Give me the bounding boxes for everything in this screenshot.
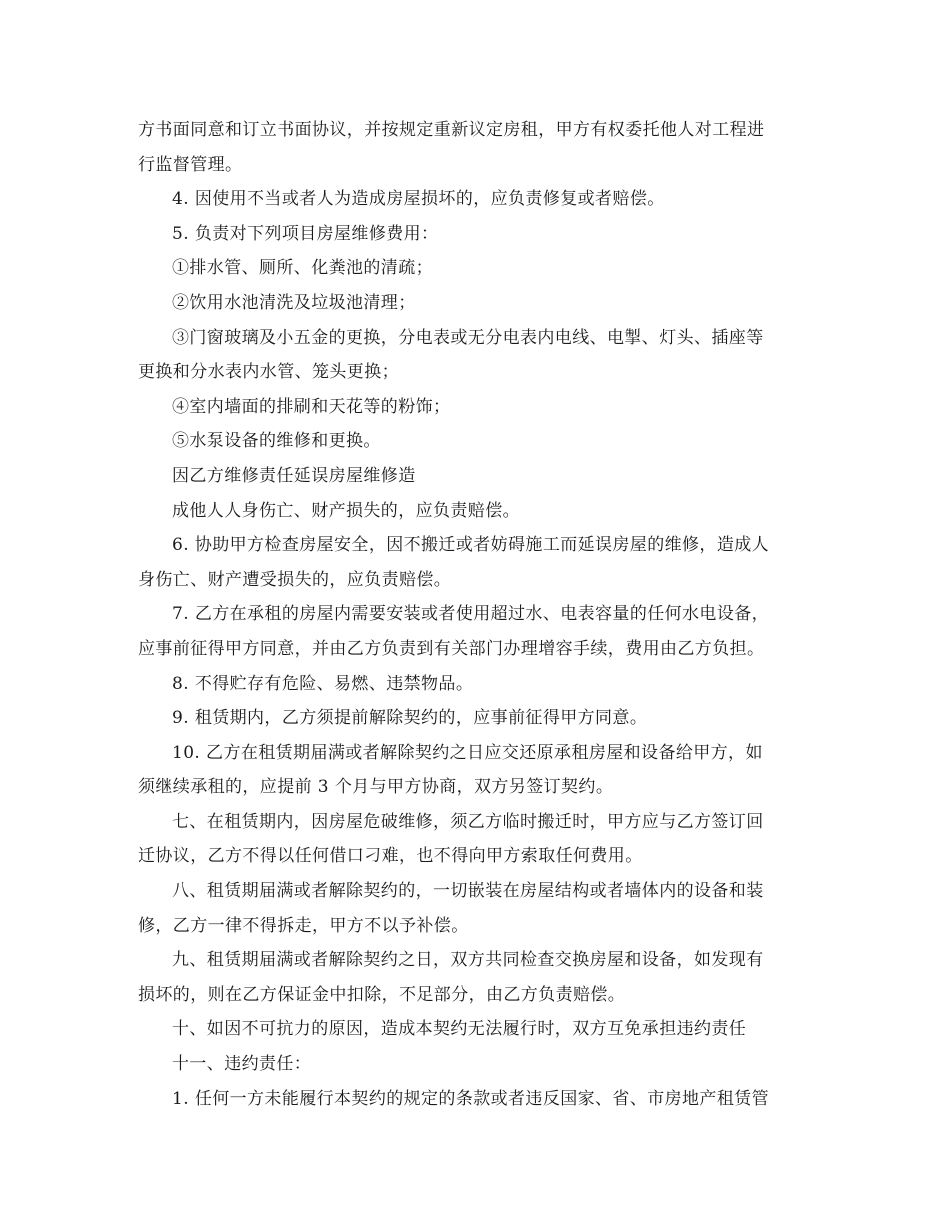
text-line: ⑤水泵设备的维修和更换。	[172, 431, 381, 452]
text-line: 十、如因不可抗力的原因，造成本契约无法履行时，双方互免承担违约责任	[172, 1019, 747, 1040]
text-line: 9. 租赁期内，乙方须提前解除契约的，应事前征得甲方同意。	[172, 708, 648, 729]
text-line: 7. 乙方在承租的房屋内需要安装或者使用超过水、电表容量的任何水电设备，	[172, 604, 770, 625]
text-line: 更换和分水表内水管、笼头更换；	[138, 362, 399, 383]
document-body	[138, 113, 814, 1116]
text-line: 5. 负责对下列项目房屋维修费用：	[172, 223, 439, 244]
text-line: 方书面同意和订立书面协议，并按规定重新议定房租，甲方有权委托他人对工程进	[138, 120, 765, 140]
text-line: 须继续承租的，应提前 3 个月与甲方协商，双方另签订契约。	[138, 777, 614, 798]
text-line: 行监督管理。	[138, 154, 243, 175]
text-line: 八、租赁期届满或者解除契约的，一切嵌装在房屋结构或者墙体内的设备和装	[172, 881, 764, 902]
text-line: ②饮用水池清洗及垃圾池清理；	[172, 292, 416, 313]
text-line: 迁协议，乙方不得以任何借口刁难，也不得向甲方索取任何费用。	[138, 846, 643, 867]
text-line: 十一、违约责任：	[172, 1054, 312, 1075]
text-line: ③门窗玻璃及小五金的更换，分电表或无分电表内电线、电掣、灯头、插座等	[172, 327, 764, 348]
text-line: 九、租赁期届满或者解除契约之日，双方共同检查交换房屋和设备，如发现有	[172, 950, 764, 971]
text-line: 成他人人身伤亡、财产损失的，应负责赔偿。	[172, 500, 520, 521]
text-line: 七、在租赁期内，因房屋危破维修，须乙方临时搬迁时，甲方应与乙方签订回	[172, 811, 764, 832]
text-line: 8. 不得贮存有危险、易燃、违禁物品。	[172, 673, 474, 694]
text-line: 修，乙方一律不得拆走，甲方不以予补偿。	[138, 915, 469, 936]
text-line: 1. 任何一方未能履行本契约的规定的条款或者违反国家、省、市房地产租赁管	[172, 1088, 770, 1109]
text-line: ④室内墙面的排刷和天花等的粉饰；	[172, 396, 451, 417]
text-line: 因乙方维修责任延误房屋维修造	[172, 465, 416, 486]
text-line: 6. 协助甲方检查房屋安全，因不搬迁或者妨碍施工而延误房屋的维修，造成人	[172, 535, 770, 556]
text-line: 10. 乙方在租赁期届满或者解除契约之日应交还原承租房屋和设备给甲方，如	[172, 742, 763, 763]
text-line: ①排水管、厕所、化粪池的清疏；	[172, 258, 433, 279]
text-line: 损坏的，则在乙方保证金中扣除，不足部分，由乙方负责赔偿。	[138, 984, 626, 1005]
text-line: 4. 因使用不当或者人为造成房屋损坏的，应负责修复或者赔偿。	[172, 189, 665, 210]
text-line: 身伤亡、财产遭受损失的，应负责赔偿。	[138, 569, 452, 590]
text-line: 应事前征得甲方同意，并由乙方负责到有关部门办理增容手续，费用由乙方负担。	[138, 638, 765, 659]
